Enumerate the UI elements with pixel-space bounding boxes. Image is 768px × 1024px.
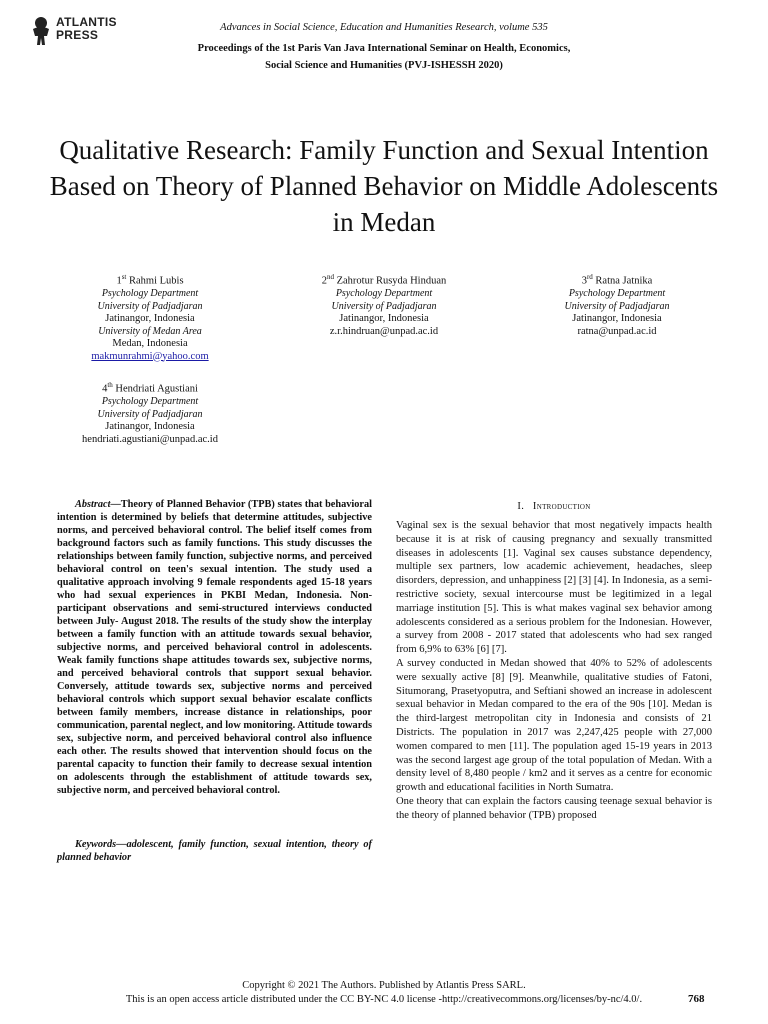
author-email: hendriati.agustiani@unpad.ac.id [82,433,218,445]
author-name: 1st Rahmi Lubis [116,273,184,287]
page-number: 768 [688,993,705,1005]
author-department: Psychology Department [101,288,199,299]
proceedings-title [0,40,768,74]
abstract [57,498,372,797]
author-3 [527,271,707,338]
author-city: Jatinangor, Indonesia [572,313,662,324]
author-name: 2nd Zahrotur Rusyda Hinduan [321,273,447,287]
section-title: Introduction [532,501,591,512]
author-name: 3rd Ratna Jatnika [581,273,653,287]
author-university: University of Padjadjaran [331,300,437,312]
author-email: ratna@unpad.ac.id [577,325,657,337]
author-university-2: University of Medan Area [98,325,202,337]
section-number: I. [517,501,525,512]
abstract-text: —Theory of Planned Behavior (TPB) states that behavioral intention is determined by beliefs that determine attitudes, subjective norms, and perceived behavioral control. The belief itself comes from background factors such as family functions. This study discusses the relationships between family function, subjective norms, and perceived behavioral control on teen's sexual intention. The study used a qualitative approach involving 9 female respondents aged 15-18 years who had sexual experiences in PKBI Medan, Indonesia. Non-participant observations and semi-structured interviews conducted between July- August 2018. The results of the study show the interplay between a family function with an attitude towards sexual behavior, subjective norms, and perceived behavioral control in adolescents. Weak family functions shape attitudes towards sex, subjective norms, and perceived behavioral controls that support sexual behavior. Conversely, attitude towards sex, subjective norms and perceived behavioral controls which support sexual behavior escalate conflicts between family members, increase distance in relationships, poor communication, parental neglect, and low monitoring. Attitude towards sex, subjective norm, and perceived behavioral control also influence each other. The results showed that intervention should focus on the parental capacity to function their family to decrease sexual intention on adolescents through the establishment of attitude towards sex, subjective norm, and perceived behavioral control. [57,499,372,796]
proceedings-line2: Social Science and Humanities (PVJ-ISHESSH 2020) [265,60,503,71]
author-email: z.r.hindruan@unpad.ac.id [329,325,439,337]
author-name: 4th Hendriati Agustiani [102,381,198,395]
series-title: Advances in Social Science, Education and Humanities Research, volume 535 [220,22,548,33]
author-city: Jatinangor, Indonesia [339,313,429,324]
author-department: Psychology Department [568,288,666,299]
intro-paragraph: One theory that can explain the factors causing teenage sexual behavior is the theory of planned behavior (TPB) proposed [396,795,712,821]
copyright-line: Copyright © 2021 The Authors. Published by Atlantis Press SARL. [242,980,526,991]
license-line: This is an open access article distributed under the CC BY-NC 4.0 license -http://creativecommons.org/licenses/by-nc/4.0/. [125,994,643,1005]
abstract-label: Abstract [75,499,111,510]
author-university: University of Padjadjaran [97,408,203,420]
author-department: Psychology Department [101,396,199,407]
intro-paragraph: A survey conducted in Medan showed that 40% to 52% of adolescents were sexually active [8] [9]. Meanwhile, qualitative studies of Fatoni, Situmorang, Prasetyoputra, and Seftiani showed an increase in adolescent sexual behavior in Medan compared to the era of the 90s [10]. Medan is the third-largest metropolitan city in Indonesia and consists of 21 Districts. The population in 2017 was 2,247,425 people with 27,000 women compared to men [11]. The population aged 15-19 years in 2013 was the second largest age group of the total population of Medan. With a density level of 8,480 people / km2 and it serves as a centre for economic growth and educational facilities in North Sumatra. [396,657,712,794]
author-email-link[interactable]: makmunrahmi@yahoo.com [91,350,209,362]
section-heading [396,501,712,512]
intro-paragraph: Vaginal sex is the sexual behavior that most negatively impacts health because it is at risk of causing pregnancy and sexually transmitted diseases in adolescents [1]. Vaginal sex causes substance dependency, multiple sex partners, low academic achievement, headaches, sleep disorders, depression, and unhappiness [2] [3] [4]. In Indonesia, as a semi-restrictive society, sexual intercourse must be legitimized in a legal marriage institution [5]. This is what makes vaginal sex behavior among adolescents considered as a serious problem for the Indonesian. However, a survey from 2008 - 2017 stated that adolescents who had sex ranged from 6,9% to 63% [6] [7]. [396,520,712,656]
author-1 [60,271,240,363]
publisher-line1: ATLANTIS [56,15,117,29]
footer [0,979,768,1007]
introduction-body [396,519,712,823]
keywords: Keywords—adolescent, family function, sexual intention, theory of planned behavior [57,839,372,863]
author-2 [284,271,484,338]
paper-title: Qualitative Research: Family Function and Sexual Intention Based on Theory of Planned Behavior on Middle Adolescents in Medan [49,135,719,237]
author-department: Psychology Department [335,288,433,299]
proceedings-line1: Proceedings of the 1st Paris Van Java International Seminar on Health, Economics, [197,43,571,54]
author-university: University of Padjadjaran [97,300,203,312]
author-city: Jatinangor, Indonesia [105,421,195,432]
publisher-line2: PRESS [56,28,99,42]
author-city: Jatinangor, Indonesia [105,313,195,324]
author-4 [60,379,240,446]
author-city-2: Medan, Indonesia [112,338,188,349]
author-university: University of Padjadjaran [564,300,670,312]
